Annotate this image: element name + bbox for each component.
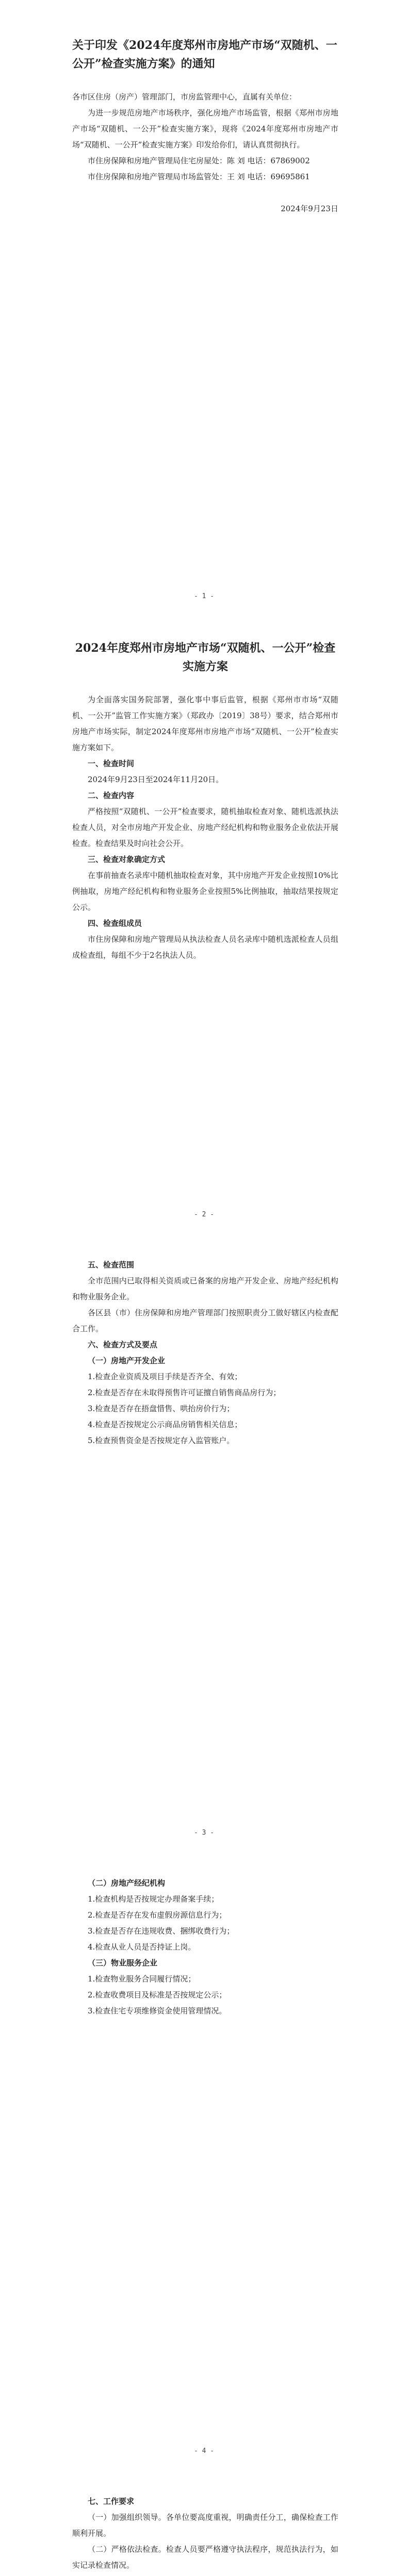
notice-title: 关于印发《2024年度郑州市房地产市场“双随机、一公开”检查实施方案》的通知 xyxy=(72,39,337,71)
plan-intro: 为全面落实国务院部署，强化事中事后监管，根据《郑州市市场“双随机、一公开”监管工作实施方案》（郑政办〔2019〕38号）要求，结合郑州市房地产市场实际，制定2024年度郑州市房地产市场“双随机、一公开”检查实施方案如下。 xyxy=(72,695,338,752)
list-item: 1.检查物业服务合同履行情况； xyxy=(88,1974,196,1984)
section-body: 各区县（市）住房保障和房地产管理部门按照职责分工做好辖区内检查配合工作。 xyxy=(72,1308,338,1333)
list-item: 3.检查是否存在违规收费、捆绑收费行为； xyxy=(88,1926,235,1936)
page-number: - 1 - xyxy=(194,592,215,600)
section-body: 市住房保障和房地产管理局从执法检查人员名录库中随机选派检查人员组成检查组，每组不少于2名执法人员。 xyxy=(72,935,338,960)
section-body: （二）严格依法检查。检查人员要严格遵守执法程序，规范执法行为，如实记录检查情况。 xyxy=(72,2545,338,2570)
notice-contact-1: 市住房保障和房地产管理局住宅房屋处：陈 刘 电话：67869002 xyxy=(88,156,310,165)
list-item: 2.检查是否存在发布虚假房源信息行为； xyxy=(88,1910,227,1920)
section-body: 在事前抽查名录库中随机抽取检查对象，其中房地产开发企业按照10%比例抽取，房地产经纪机构和物业服务企业按照5%比例抽取，抽取结果按规定公示。 xyxy=(72,871,338,912)
section-heading: 三、检查对象确定方式 xyxy=(88,855,166,864)
list-item: 4.检查从业人员是否持证上岗。 xyxy=(88,1942,196,1952)
page-number: - 3 - xyxy=(194,1829,215,1837)
subsection-heading: （二）房地产经纪机构 xyxy=(88,1878,166,1888)
notice-date: 2024年9月23日 xyxy=(281,204,338,213)
section-heading: 六、检查方式及要点 xyxy=(88,1340,158,1349)
notice-section xyxy=(72,36,338,217)
list-item: 4.检查是否按规定公示商品房销售相关信息； xyxy=(88,1420,242,1429)
section-body xyxy=(72,2573,338,2576)
plan-section-cont xyxy=(72,1257,338,1449)
list-item: 2.检查是否存在未取得预售许可证擅自销售商品房行为； xyxy=(88,1388,281,1397)
list-item: 3.检查住宅专项维修资金使用管理情况。 xyxy=(88,2006,227,2015)
notice-body: 为进一步规范房地产市场秩序，强化房地产市场监管，根据《郑州市房地产市场“双随机、一公开”检查实施方案》，现将《2024年度郑州市房地产市场“双随机、一公开”检查实施方案》印发给你们，请认真贯彻执行。 xyxy=(72,108,338,149)
subsection-heading: （一）房地产开发企业 xyxy=(88,1356,166,1365)
section-heading: 四、检查组成员 xyxy=(88,919,142,928)
plan-section-cont xyxy=(72,1875,338,2019)
plan-section-cont xyxy=(72,2494,338,2576)
list-item: 1.检查机构是否按规定办理备案手续； xyxy=(88,1894,219,1904)
notice-contact-2: 市住房保障和房地产管理局市场监管处：王 刘 电话：69695861 xyxy=(88,172,310,181)
page-number: - 2 - xyxy=(194,1211,215,1218)
list-item: 5.检查预售资金是否按规定存入监管账户。 xyxy=(88,1436,235,1445)
list-item: 2.检查收费项目及标准是否按规定公示； xyxy=(88,1990,227,1999)
section-heading: 五、检查范围 xyxy=(88,1260,135,1269)
section-body: 全市范围内已取得相关资质或已备案的房地产开发企业、房地产经纪机构和物业服务企业。 xyxy=(72,1276,338,1301)
notice-addressee: 各市区住房（房产）管理部门，市房监管理中心，直属有关单位： xyxy=(72,92,297,101)
section-heading: 二、检查内容 xyxy=(88,791,135,800)
plan-title: 2024年度郑州市房地产市场“双随机、一公开”检查实施方案 xyxy=(75,641,336,673)
list-item: 1.检查企业资质及项目手续是否齐全、有效； xyxy=(88,1372,242,1381)
list-item: 3.检查是否存在捂盘惜售、哄抬房价行为； xyxy=(88,1404,235,1413)
section-heading: 七、工作要求 xyxy=(88,2497,135,2506)
section-heading: 一、检查时间 xyxy=(88,759,135,768)
section-body: 2024年9月23日至2024年11月20日。 xyxy=(88,775,224,784)
subsection-heading: （三）物业服务企业 xyxy=(88,1958,158,1968)
plan-section xyxy=(72,639,338,963)
section-body: （一）加强组织领导。各单位要高度重视，明确责任分工，确保检查工作顺利开展。 xyxy=(72,2513,338,2538)
page-number: - 4 - xyxy=(194,2447,215,2455)
section-body: 严格按照“双随机、一公开”检查要求，随机抽取检查对象、随机选派执法检查人员，对全市房地产开发企业、房地产经纪机构和物业服务企业依法开展检查。检查结果及时向社会公开。 xyxy=(72,807,338,848)
